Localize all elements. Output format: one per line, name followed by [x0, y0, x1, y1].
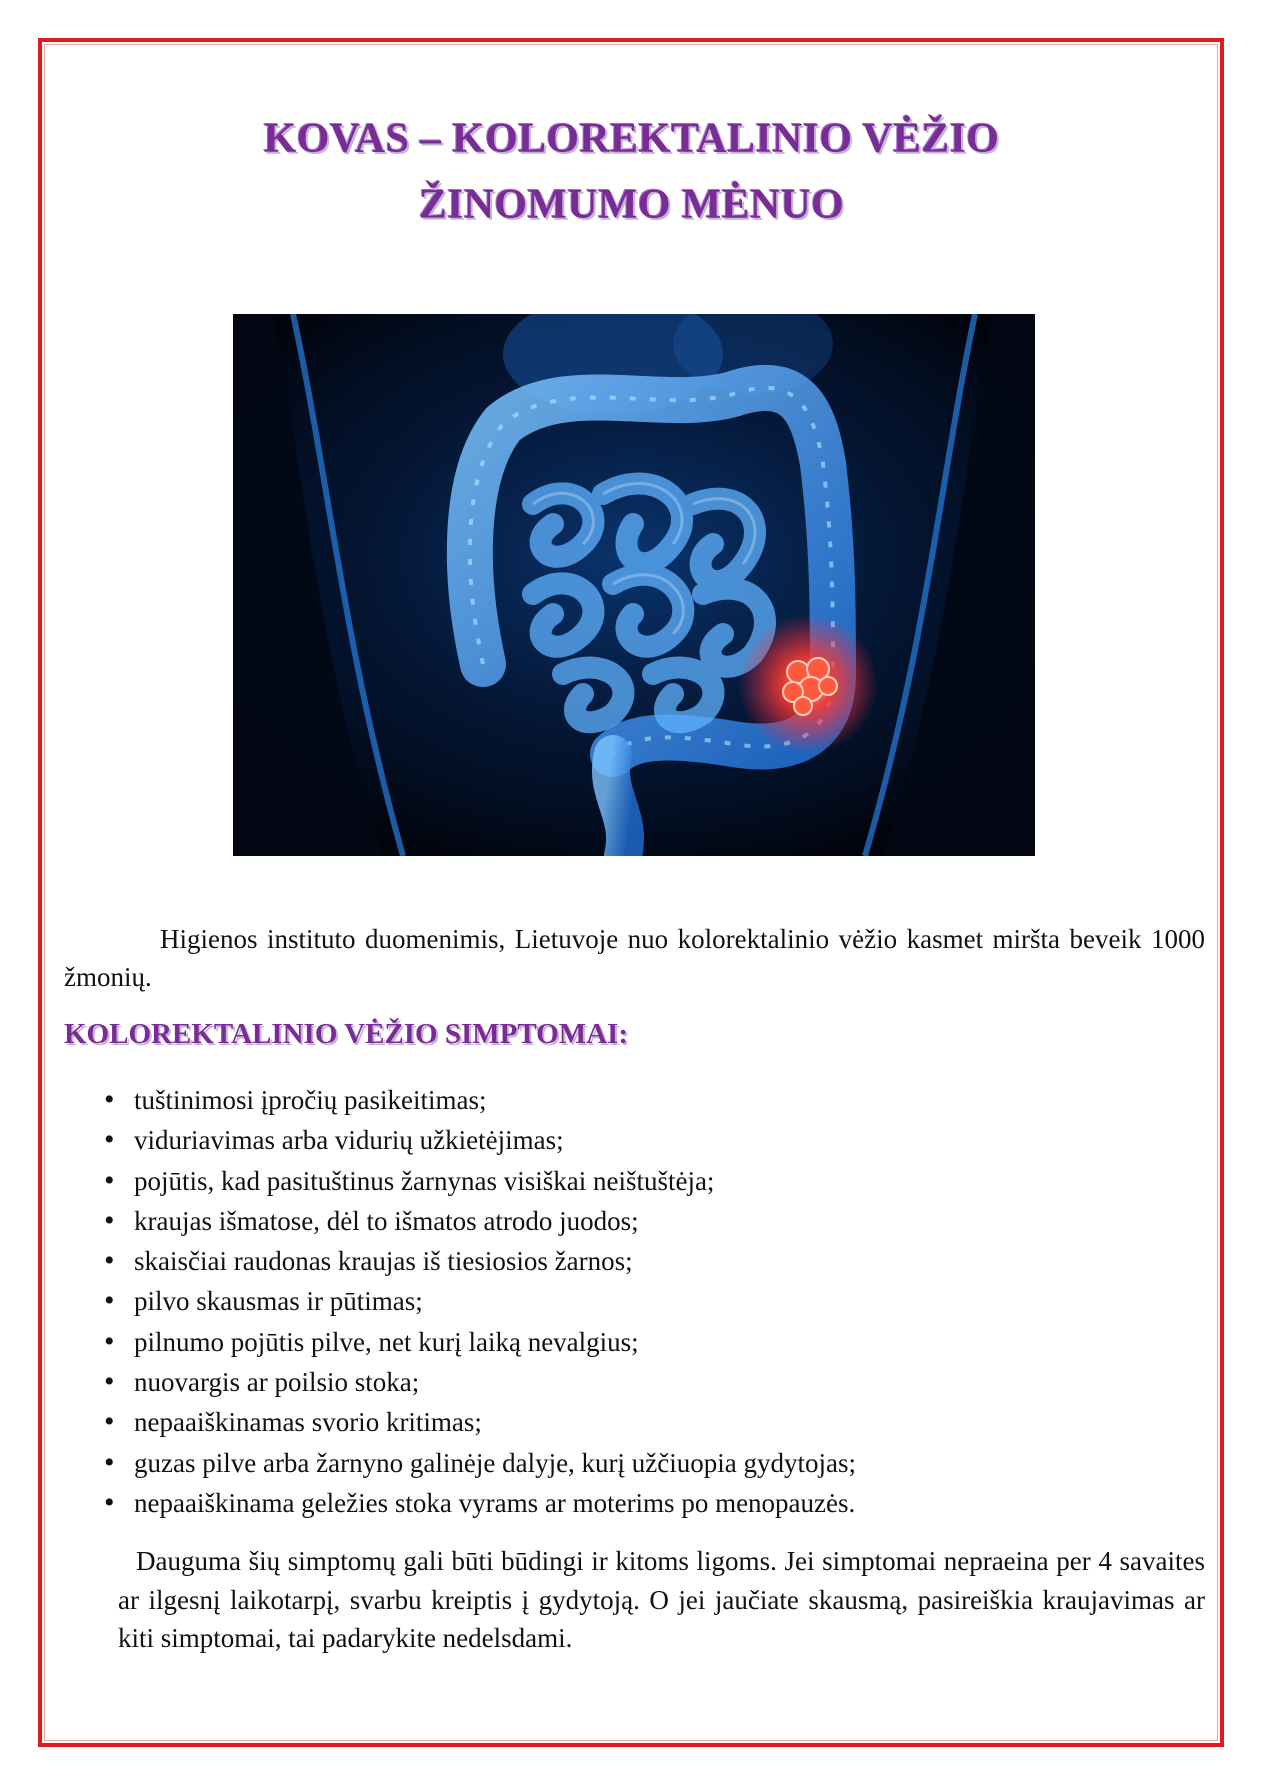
symptom-item: • nepaaiškinama geležies stoka vyrams ar moterims po menopauzės. — [100, 1483, 856, 1523]
symptoms-list — [100, 1080, 856, 1523]
symptom-item: • pojūtis, kad pasituštinus žarnynas visiškai neištuštėja; — [100, 1161, 856, 1201]
intro-text: Higienos instituto duomenimis, Lietuvoje nuo kolorektalinio vėžio kasmet miršta beveik 1000 žmonių. — [64, 924, 1205, 992]
page-title — [100, 106, 1163, 238]
symptom-item: • nuovargis ar poilsio stoka; — [100, 1362, 856, 1402]
intro-paragraph — [64, 920, 1205, 996]
symptom-item: • nepaaiškinamas svorio kritimas; — [100, 1402, 856, 1442]
intestine-anatomy-icon — [233, 314, 1035, 856]
closing-paragraph — [118, 1542, 1205, 1658]
title-line-2: ŽINOMUMO MĖNUO — [418, 182, 845, 228]
symptom-item: • tuštinimosi įpročių pasikeitimas; — [100, 1080, 856, 1120]
symptom-item: • guzas pilve arba žarnyno galinėje dalyje, kurį užčiuopia gydytojas; — [100, 1443, 856, 1483]
intestine-illustration — [233, 314, 1035, 856]
symptom-item: • kraujas išmatose, dėl to išmatos atrodo juodos; — [100, 1201, 856, 1241]
symptom-item: • skaisčiai raudonas kraujas iš tiesiosios žarnos; — [100, 1241, 856, 1281]
symptom-item: • pilnumo pojūtis pilve, net kurį laiką nevalgius; — [100, 1322, 856, 1362]
symptom-item: • viduriavimas arba vidurių užkietėjimas; — [100, 1120, 856, 1160]
symptoms-heading: KOLOREKTALINIO VĖŽIO SIMPTOMAI: — [64, 1018, 628, 1050]
symptom-item: • pilvo skausmas ir pūtimas; — [100, 1281, 856, 1321]
closing-text: Dauguma šių simptomų gali būti būdingi ir kitoms ligoms. Jei simptomai nepraeina per 4 savaites ar ilgesnį laikotarpį, svarbu kreiptis į gydytoją. O jei jaučiate skausmą, pasireiškia kraujavimas ar kiti simptomai, tai padarykite nedelsdami. — [118, 1546, 1205, 1653]
title-line-1: KOVAS – KOLOREKTALINIO VĖŽIO — [263, 116, 1000, 162]
